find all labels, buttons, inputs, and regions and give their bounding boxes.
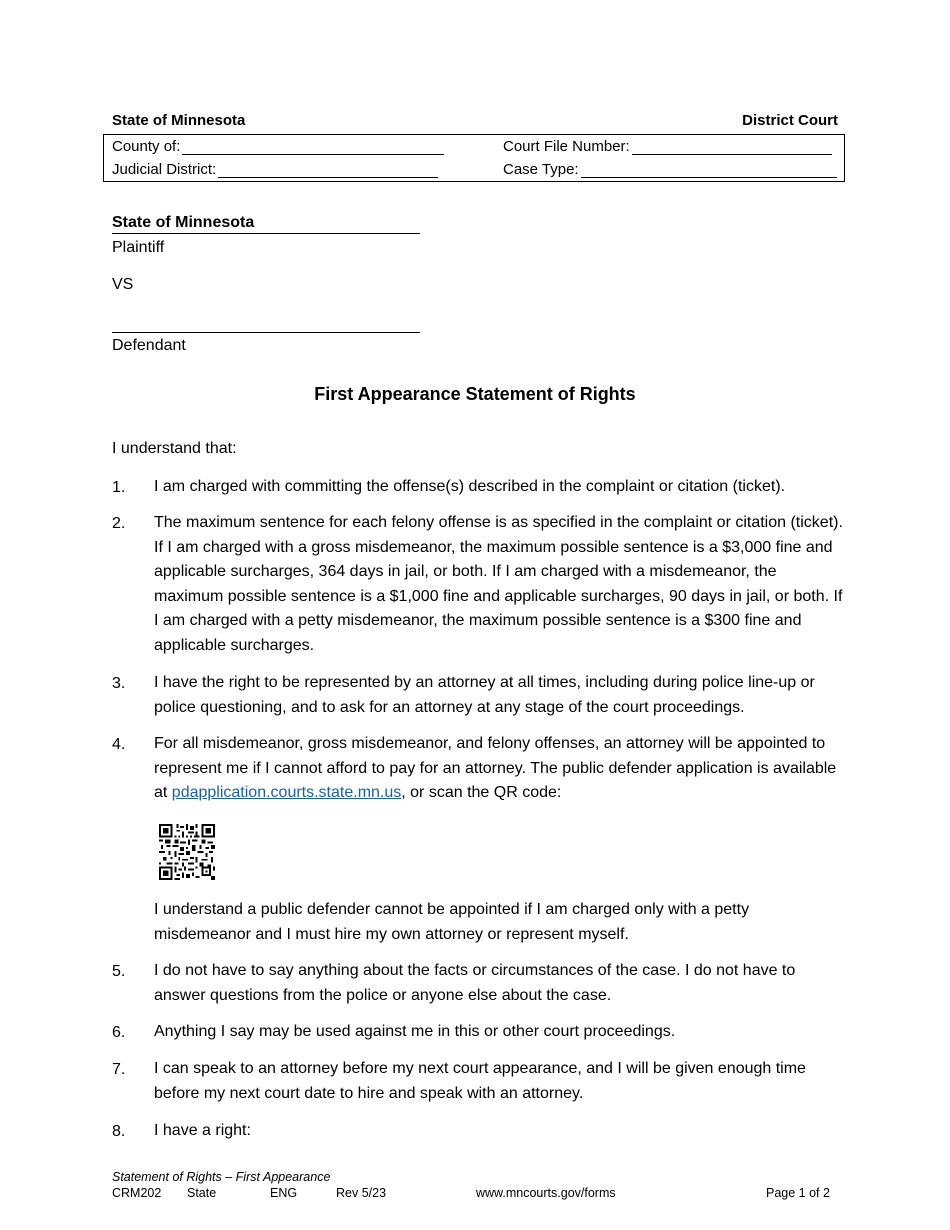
item-text-with-link xyxy=(154,732,844,806)
court-file-number-blank[interactable] xyxy=(632,140,832,155)
item-number: 8. xyxy=(112,1123,126,1140)
plaintiff-label: Plaintiff xyxy=(112,239,165,256)
case-type-field xyxy=(503,161,837,178)
intro-text: I understand that: xyxy=(112,440,237,457)
item-text: I do not have to say anything about the facts or circumstances of the case. I do not have to answer questions from the police or anyone else about the case. xyxy=(154,962,796,1004)
item-number: 6. xyxy=(112,1024,126,1041)
item-text: Anything I say may be used against me in this or other court proceedings. xyxy=(154,1023,676,1040)
footer-form-code: CRM202 xyxy=(112,1186,162,1200)
item-number: 3. xyxy=(112,675,126,692)
item-text: I have the right to be represented by an attorney at all times, including during police line-up or police questioning, and to ask for an attorney at any stage of the court proceedings. xyxy=(154,674,815,716)
footer-jurisdiction: State xyxy=(187,1186,217,1200)
judicial-district-blank[interactable] xyxy=(218,163,438,178)
item-number: 2. xyxy=(112,515,126,532)
vs-label: VS xyxy=(112,276,134,293)
county-label: County of: xyxy=(112,138,181,155)
document-title: First Appearance Statement of Rights xyxy=(314,384,636,404)
item-number: 7. xyxy=(112,1061,126,1078)
footer-language: ENG xyxy=(270,1186,298,1200)
item-number: 4. xyxy=(112,736,126,753)
item-number: 1. xyxy=(112,479,126,496)
plaintiff-name: State of Minnesota xyxy=(112,214,420,234)
item-text: The maximum sentence for each felony offense is as specified in the complaint or citation (ticket). If I am charged with a gross misdemeanor, the maximum possible sentence is a $3,000 fine and applicable surcharges, 364 days in jail, or both. If I am charged with a misdemeanor, the maximum possible sentence is a $1,000 fine and applicable surcharges, 90 days in jail, or both. If I am charged with a petty misdemeanor, the maximum possible sentence is a $300 fine and applicable surcharges. xyxy=(154,514,843,654)
item-number: 5. xyxy=(112,963,126,980)
county-field xyxy=(112,138,444,155)
footer-revision: Rev 5/23 xyxy=(336,1186,387,1200)
county-blank[interactable] xyxy=(182,140,444,155)
case-type-blank[interactable] xyxy=(581,163,837,178)
court-file-number-field xyxy=(503,138,832,155)
court-file-number-label: Court File Number: xyxy=(503,138,630,155)
item-text: I have a right: xyxy=(154,1122,251,1139)
header-court: District Court xyxy=(742,112,838,129)
defendant-label: Defendant xyxy=(112,337,186,354)
item-text-after-link: , or scan the QR code: xyxy=(401,784,562,801)
item-text: I can speak to an attorney before my next court appearance, and I will be given enough time before my next court date to hire and speak with an attorney. xyxy=(154,1060,806,1102)
item-text-before-link: For all misdemeanor, gross misdemeanor, and felony offenses, an attorney will be appointed to represent me if I cannot afford to pay for an attorney. The public defender application is available at xyxy=(154,735,837,801)
header-row xyxy=(112,112,838,129)
qr-code-icon xyxy=(158,824,216,880)
footer-form-title: Statement of Rights – First Appearance xyxy=(112,1170,331,1184)
footer-page-number: Page 1 of 2 xyxy=(766,1186,830,1200)
item-text-after-qr: I understand a public defender cannot be appointed if I am charged only with a petty misdemeanor and I must hire my own attorney or represent myself. xyxy=(154,901,750,943)
header-state: State of Minnesota xyxy=(112,112,246,129)
footer-url: www.mncourts.gov/forms xyxy=(476,1186,616,1200)
public-defender-application-link[interactable]: pdapplication.courts.state.mn.us xyxy=(171,784,402,801)
item-text: I am charged with committing the offense(s) described in the complaint or citation (ticket). xyxy=(154,478,786,495)
judicial-district-field xyxy=(112,161,438,178)
case-type-label: Case Type: xyxy=(503,161,579,178)
defendant-name-line[interactable] xyxy=(112,331,420,333)
judicial-district-label: Judicial District: xyxy=(112,161,217,178)
